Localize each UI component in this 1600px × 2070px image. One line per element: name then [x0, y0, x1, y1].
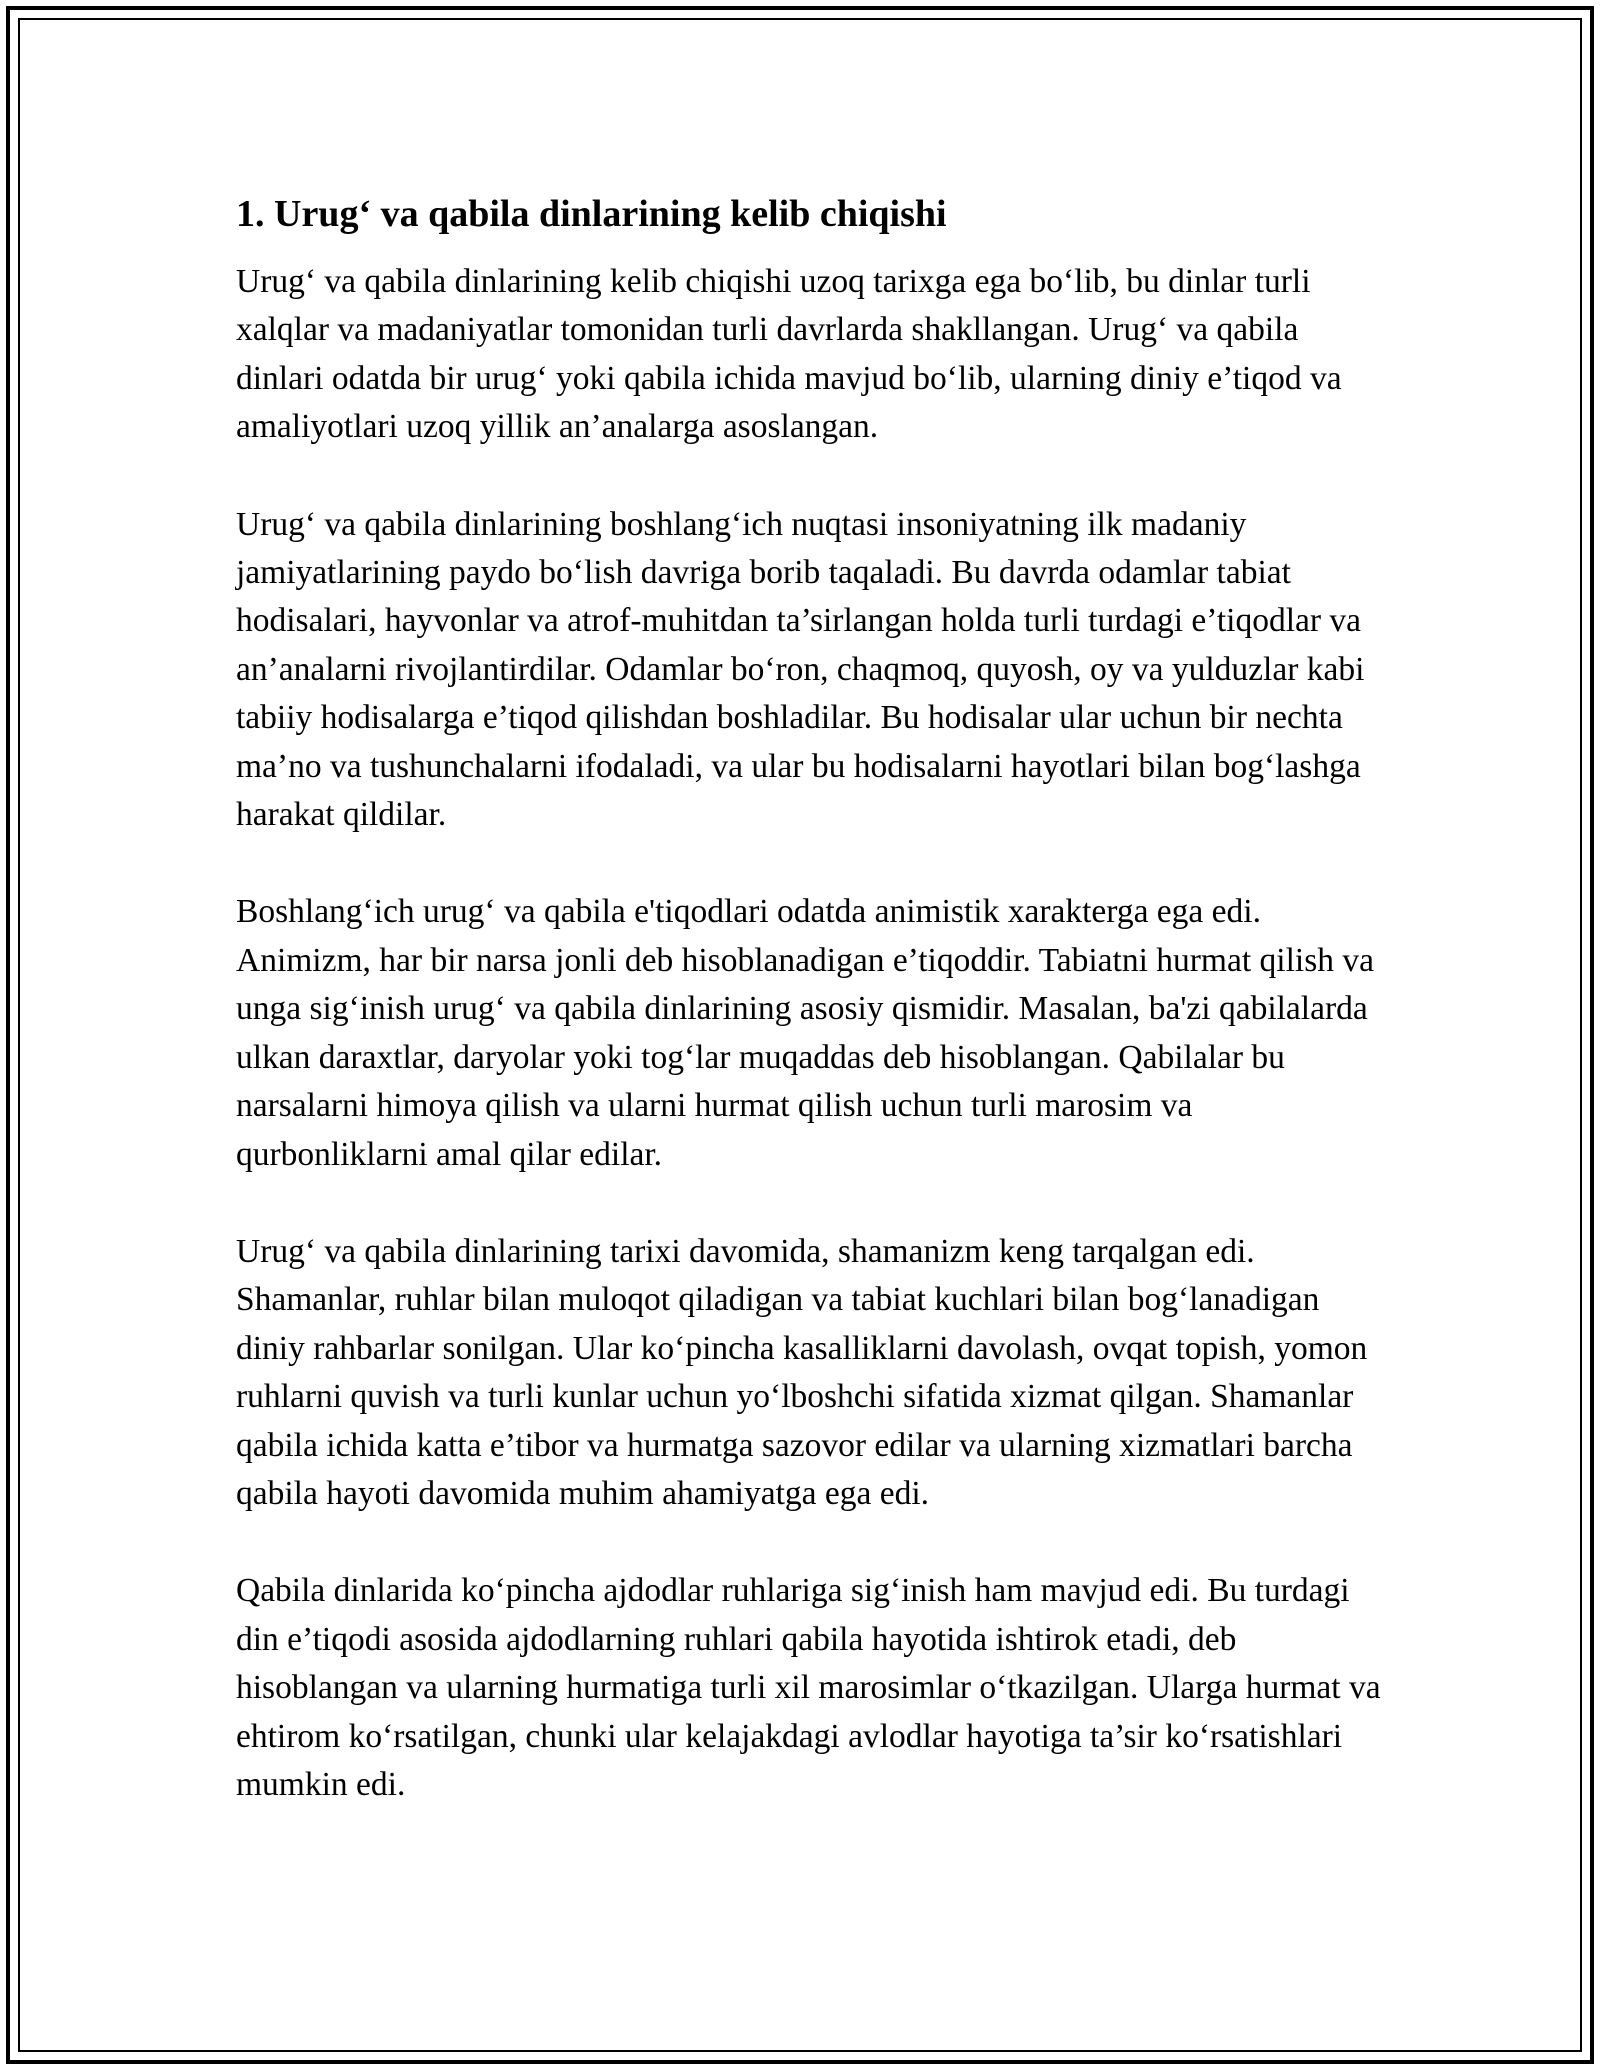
section-heading: 1. Urug‘ va qabila dinlarining kelib chiqishi	[236, 193, 947, 235]
paragraph-4: Urug‘ va qabila dinlarining tarixi davomida, shamanizm keng tarqalgan edi. Shamanlar, ruhlar bilan muloqot qiladigan va tabiat kuchlari bilan bog‘lanadigan diniy rahbarlar sonilgan. Ular ko‘pincha kasalliklarni davolash, ovqat topish, yomon ruhlarni quvish va turli kunlar uchun yo‘lboshchi sifatida xizmat qilgan. Shamanlar qabila ichida katta e’tibor va hurmatga sazovor edilar va ularning xizmatlari barcha qabila hayoti davomida muhim ahamiyatga ega edi.	[236, 1232, 1368, 1512]
paragraph-1: Urug‘ va qabila dinlarining kelib chiqishi uzoq tarixga ega bo‘lib, bu dinlar turli xalqlar va madaniyatlar tomonidan turli davrlarda shakllangan. Urug‘ va qabila dinlari odatda bir urug‘ yoki qabila ichida mavjud bo‘lib, ularning diniy e’tiqod va amaliyotlari uzoq yillik an’analarga asoslangan.	[236, 263, 1342, 446]
paragraph-5: Qabila dinlarida ko‘pincha ajdodlar ruhlariga sig‘inish ham mavjud edi. Bu turdagi din e’tiqodi asosida ajdodlarning ruhlari qabila hayotida ishtirok etadi, deb hisoblangan va ularning hurmatiga turli xil marosimlar o‘tkazilgan. Ularga hurmat va ehtirom ko‘rsatilgan, chunki ular kelajakdagi avlodlar hayotiga ta’sir ko‘rsatishlari mumkin edi.	[236, 1572, 1381, 1803]
paragraph-3: Boshlang‘ich urug‘ va qabila e'tiqodlari odatda animistik xarakterga ega edi. Animizm, har bir narsa jonli deb hisoblanadigan e’tiqoddir. Tabiatni hurmat qilish va unga sig‘inish urug‘ va qabila dinlarining asosiy qismidir. Masalan, ba'zi qabilalarda ulkan daraxtlar, daryolar yoki tog‘lar muqaddas deb hisoblangan. Qabilalar bu narsalarni himoya qilish va ularni hurmat qilish uchun turli marosim va qurbonliklarni amal qilar edilar.	[236, 893, 1374, 1173]
paragraph-2: Urug‘ va qabila dinlarining boshlang‘ich nuqtasi insoniyatning ilk madaniy jamiyatlarining paydo bo‘lish davriga borib taqaladi. Bu davrda odamlar tabiat hodisalari, hayvonlar va atrof-muhitdan ta’sirlangan holda turli turdagi e’tiqodlar va an’analarni rivojlantirdilar. Odamlar bo‘ron, chaqmoq, quyosh, oy va yulduzlar kabi tabiiy hodisalarga e’tiqod qilishdan boshladilar. Bu hodisalar ular uchun bir nechta ma’no va tushunchalarni ifodaladi, va ular bu hodisalarni hayotlari bilan bog‘lashga harakat qildilar.	[236, 505, 1365, 834]
document-body	[236, 184, 1386, 1858]
